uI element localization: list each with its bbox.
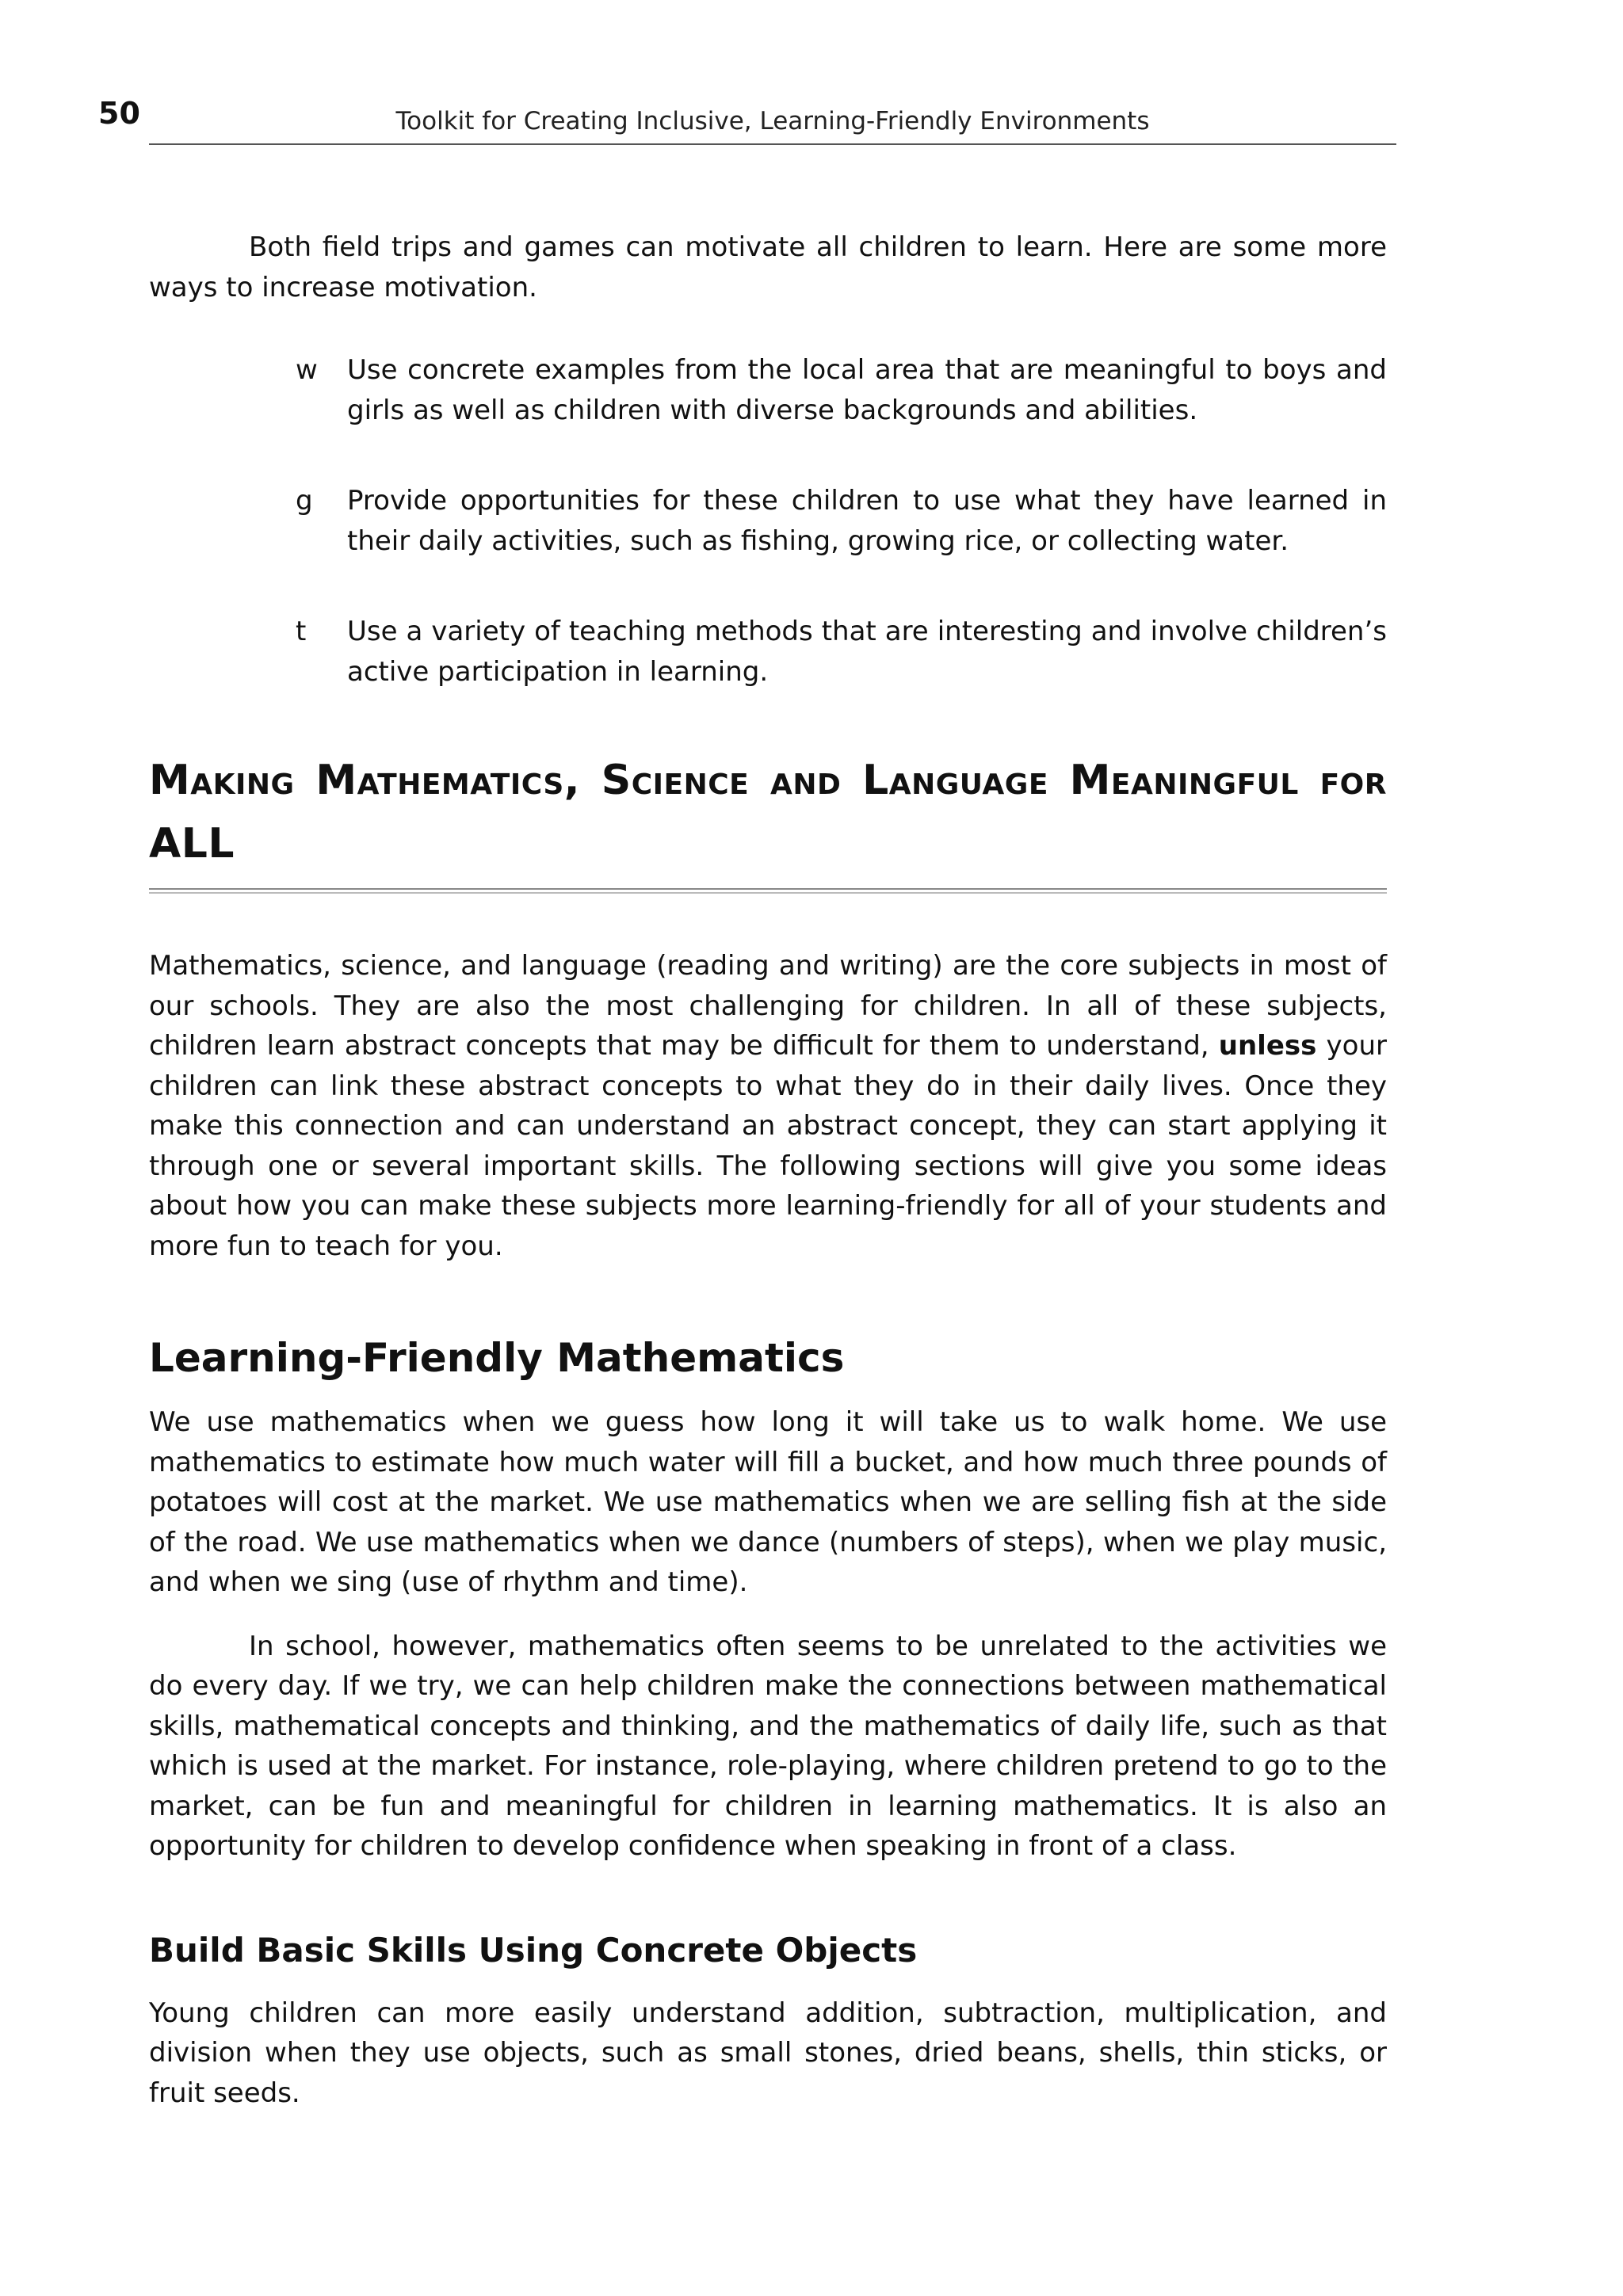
list-item-text: Use concrete examples from the local area that are meaningful to boys and girls as well as children with diverse backgrounds and abilities. [347, 354, 1387, 426]
running-header: Toolkit for Creating Inclusive, Learning-Friendly Environments [395, 107, 1150, 135]
page-number: 50 [98, 96, 140, 131]
header-rule [149, 143, 1396, 145]
list-item-text: Provide opportunities for these children to use what they have learned in their daily activities, such as fishing, growing rice, or collecting water. [347, 485, 1387, 557]
bullet-marker: t [296, 616, 307, 647]
section-text-start: Mathematics, science, and language (reading and writing) are the core subjects in most of our schools. They are also the most challenging for children. In all of these subjects, children learn abstract concepts that may be difficult for them to understand, [149, 950, 1387, 1062]
basic-skills-heading: Build Basic Skills Using Concrete Objects [149, 1930, 918, 1970]
math-paragraph-1: We use mathematics when we guess how long it will take us to walk home. We use mathematics to estimate how much water will fill a bucket, and how much three pounds of potatoes will cost at the market. We use mathematics when we are selling fish at the side of the road. We use mathematics when we dance (numbers of steps), when we play music, and when we sing (use of rhythm and time). [149, 1406, 1387, 1598]
math-heading: Learning-Friendly Mathematics [149, 1335, 845, 1381]
intro-paragraph: Both field trips and games can motivate all children to learn. Here are some more ways to increase motivation. [149, 231, 1387, 303]
list-item [149, 481, 1387, 561]
bullet-marker: g [296, 485, 313, 517]
basic-skills-paragraph: Young children can more easily understand addition, subtraction, multiplication, and division when they use objects, such as small stones, dried beans, shells, thin sticks, or fruit seeds. [149, 1997, 1387, 2109]
list-item [149, 350, 1387, 430]
section-text-end: your children can link these abstract concepts to what they do in their daily lives. Once they make this connection and can understand an abstract concept, they can start applying it through one or several important skills. The following sections will give you some ideas about how you can make these subjects more learning-friendly for all of your students and more fun to teach for you. [149, 1030, 1387, 1262]
section-rule [149, 888, 1387, 894]
emphasis-unless: unless [1218, 1030, 1317, 1062]
section-paragraph [149, 946, 1387, 1266]
list-item-text: Use a variety of teaching methods that are interesting and involve children’s active participation in learning. [347, 616, 1387, 688]
bullet-marker: w [296, 354, 318, 386]
motivation-list [149, 350, 1387, 692]
page-body [149, 227, 1387, 2113]
section-heading: Making Mathematics, Science and Language Meaningful for ALL [149, 757, 1387, 868]
list-item [149, 612, 1387, 692]
math-paragraph-2: In school, however, mathematics often seems to be unrelated to the activities we do every day. If we try, we can help children make the connections between mathematical skills, mathematical concepts and thinking, and the mathematics of daily life, such as that which is used at the market. For instance, role-playing, where children pretend to go to the market, can be fun and meaningful for children in learning mathematics. It is also an opportunity for children to develop confidence when speaking in front of a class. [149, 1630, 1387, 1862]
